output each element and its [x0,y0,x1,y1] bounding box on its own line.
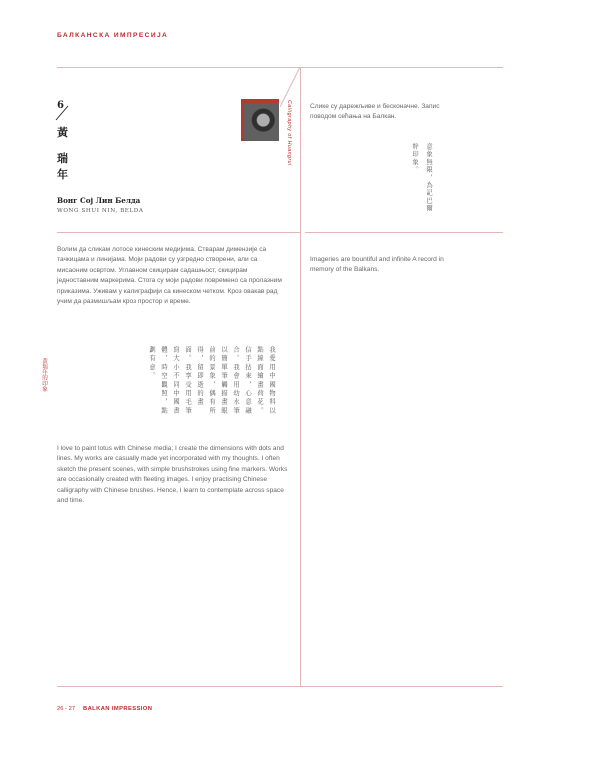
running-header: БАЛКАНСКА ИМПРЕСИЈА [57,32,169,39]
artwork-caption-chinese: 意象無限，為記巴爾幹印象。 [411,143,432,213]
artist-name-cjk-2: 瑞 [57,152,68,165]
slash-mark [55,105,69,121]
artist-name-cjk-3: 年 [57,168,68,181]
footer-title: BALKAN IMPRESSION [83,706,153,712]
side-note: 黃瑞年的印象 [41,358,47,392]
column-divider [300,67,301,686]
artist-name-cyrillic: Вонг Соj Лин Белда [57,196,141,205]
artist-name-cjk-1: 黃 [57,126,68,139]
page-numbers: 26 - 27 [57,706,76,712]
statement-cyrillic: Волим да сликам лотосе кинеским медијима. Стварам димензије са тачкицама и линијама. Моји радови су узгредно створени, али са мисаоним освртом. Углавном скицирам садашњост, скицирам једноставним маркерима. Стога су моји радови повремено са пролазним приказима. Уживам у калиграфији са кинеском четком. Кроз овакав рад учим да размишљам кроз простор и време. [57,246,282,306]
artist-name-latin: WONG SHUI NIN, BELDA [57,208,144,214]
photo-caption: Calligraphy of Huangrui [286,100,292,166]
mid-rule-left [57,232,300,233]
artist-portrait [244,103,279,141]
statement-english: I love to paint lotus with Chinese media; I create the dimensions with dots and lines. My works are casually made yet incorporated with my thoughts. I often sketch the present scenes, with simple brushstrokes using fine markers. Works are occasionally created with fleeting images. I enjoy practising Chinese calligraphy with Chinese brushes. Hence, I learn to contemplate across space and time. [57,445,288,505]
artwork-caption-cyrillic: Слике су дарежљиве и бесконачне. Запис поводом сећања на Балкан. [310,103,440,121]
artwork-caption-english: Imageries are bountiful and infinite A record in memory of the Balkans. [310,256,444,274]
artist-number: 6 [57,100,64,111]
statement-chinese: 我愛用中國物料以點線面繪畫荷花。信手拈來，心意融合。我會用幼水筆以簡單筆觸描畫眼前的景象，偶有所得，留即逝的畫面。我享受用毛筆寫大小不同中國書體，時空觀照，點劃有意。 [148,346,275,416]
mid-rule-right [305,232,503,233]
bottom-rule [57,686,503,687]
